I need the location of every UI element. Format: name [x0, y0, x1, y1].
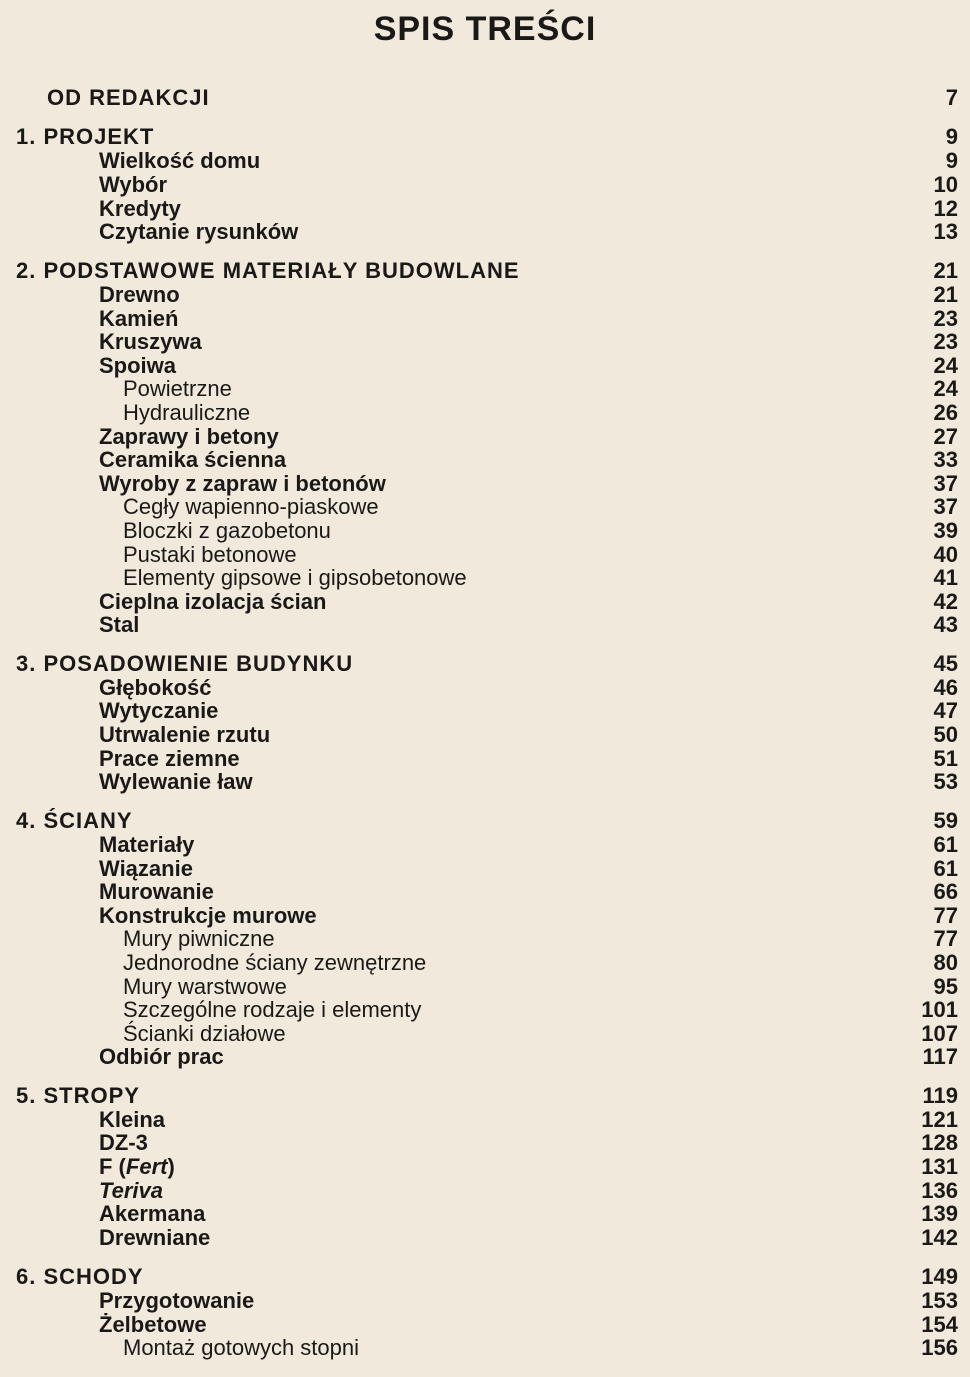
toc-page-number: 24 [933, 376, 958, 401]
toc-page-number: 77 [933, 903, 958, 928]
toc-entry-title: Mury warstwowe [123, 974, 287, 999]
toc-page-number: 21 [933, 258, 958, 283]
toc-entry-title: Kredyty [99, 196, 181, 221]
toc-page-number: 131 [921, 1154, 958, 1179]
toc-entry-row [0, 770, 970, 794]
toc-entry-row [0, 747, 970, 771]
toc-entry-title: Jednorodne ściany zewnętrzne [123, 950, 427, 975]
toc-page-number: 47 [933, 698, 958, 723]
toc-entry-title: Czytanie rysunków [99, 219, 299, 244]
toc-entry-row [0, 197, 970, 221]
toc-page-number: 45 [933, 651, 958, 676]
toc-page-number: 61 [933, 832, 958, 857]
toc-entry-title: Żelbetowe [99, 1312, 207, 1337]
toc-page-number: 117 [922, 1044, 958, 1069]
toc-entry-row [0, 1022, 970, 1046]
toc-entry-row [0, 613, 970, 637]
toc-entry-title: Wylewanie ław [99, 769, 253, 794]
toc-entry-row [0, 543, 970, 567]
toc-chapter-row [0, 259, 970, 283]
toc-entry-title: Przygotowanie [99, 1288, 255, 1313]
toc-entry-row [0, 927, 970, 951]
toc-entry-title: Murowanie [99, 879, 214, 904]
toc-entry-row [0, 951, 970, 975]
toc-page-number: 39 [933, 518, 958, 543]
toc-entry-row [0, 401, 970, 425]
toc-page-number: 107 [921, 1021, 958, 1046]
toc-entry-row [0, 699, 970, 723]
toc-entry-row [0, 519, 970, 543]
toc-page-number: 9 [945, 148, 958, 173]
toc-page-number: 37 [933, 471, 958, 496]
toc-chapter-row [0, 125, 970, 149]
toc-entry-row [0, 1179, 970, 1203]
toc-entry-row [0, 676, 970, 700]
toc-entry-title: Odbiór prac [99, 1044, 224, 1069]
toc-page-number: 23 [933, 306, 958, 331]
toc-entry-title: Teriva [99, 1178, 164, 1203]
toc-page-number: 12 [933, 196, 958, 221]
toc-entry-title: Hydrauliczne [123, 400, 251, 425]
toc-entry-row [0, 1226, 970, 1250]
toc-entry-row [0, 354, 970, 378]
toc-entry-row [0, 330, 970, 354]
toc-entry-row [0, 1313, 970, 1337]
toc-page-number: 156 [921, 1335, 958, 1360]
toc-chapter-row [0, 1084, 970, 1108]
toc-entry-row [0, 566, 970, 590]
toc-page-number: 41 [933, 565, 958, 590]
toc-entry-row [0, 495, 970, 519]
toc-entry-row [0, 833, 970, 857]
toc-page-number: 136 [921, 1178, 958, 1203]
toc-page-number: 40 [933, 542, 958, 567]
toc-page-number: 128 [921, 1130, 958, 1155]
toc-entry-row [0, 723, 970, 747]
toc-page-number: 10 [933, 172, 958, 197]
toc-page-number: 101 [921, 997, 958, 1022]
toc-entry-row [0, 173, 970, 197]
toc-page-number: 95 [933, 974, 958, 999]
toc-entry-title: Drewno [99, 282, 180, 307]
toc-page-number: 42 [933, 589, 958, 614]
toc-entry-title: Elementy gipsowe i gipsobetonowe [123, 565, 467, 590]
toc-entry-row [0, 1336, 970, 1360]
toc-entry-title: Ceramika ścienna [99, 447, 287, 472]
toc-page-number: 43 [933, 612, 958, 637]
toc-entry-title: Cegły wapienno-piaskowe [123, 494, 379, 519]
toc-chapter-row [0, 652, 970, 676]
toc-page-number: 61 [933, 856, 958, 881]
toc-entry-title: Kleina [99, 1107, 166, 1132]
toc-page-number: 154 [921, 1312, 958, 1337]
toc-entry-title: OD REDAKCJI [47, 85, 210, 110]
toc-entry-title: Kruszywa [99, 329, 202, 354]
toc-entry-row [0, 448, 970, 472]
toc-entry-title: Mury piwniczne [123, 926, 275, 951]
toc-page-number: 80 [933, 950, 958, 975]
toc-page-number: 27 [933, 424, 958, 449]
toc-page-number: 26 [933, 400, 958, 425]
toc-page-number: 7 [945, 85, 958, 110]
toc-page-number: 119 [922, 1083, 958, 1108]
toc-entry-row [0, 307, 970, 331]
toc-entry-title: Stal [99, 612, 140, 637]
toc-page-number: 50 [933, 722, 958, 747]
toc-page-number: 66 [933, 879, 958, 904]
toc-entry-title: Cieplna izolacja ścian [99, 589, 327, 614]
toc-entry-row [0, 1045, 970, 1069]
toc-entry-row [0, 1202, 970, 1226]
toc-entry-row [0, 590, 970, 614]
toc-entry-title: Konstrukcje murowe [99, 903, 317, 928]
toc-page-number: 77 [933, 926, 958, 951]
toc-entry-title: Zaprawy i betony [99, 424, 279, 449]
toc-page-number: 51 [933, 746, 958, 771]
toc-entry-title: Utrwalenie rzutu [99, 722, 271, 747]
toc-entry-title: Kamień [99, 306, 179, 331]
toc-entry-title: Wybór [99, 172, 168, 197]
toc-entry-title: Montaż gotowych stopni [123, 1335, 360, 1360]
toc-entry-row [0, 1289, 970, 1313]
toc-entry-title: Wytyczanie [99, 698, 219, 723]
toc-page-number: 53 [933, 769, 958, 794]
toc-entry-row [0, 904, 970, 928]
toc-page-number: 21 [933, 282, 958, 307]
toc-entry-row [0, 1131, 970, 1155]
toc-entry-row [0, 857, 970, 881]
toc-page-number: 121 [921, 1107, 958, 1132]
page-title: SPIS TREŚCI [373, 10, 597, 48]
toc-entry-title: 1. PROJEKT [16, 124, 155, 149]
toc-entry-title: Wyroby z zapraw i betonów [99, 471, 386, 496]
toc-page-number: 9 [945, 124, 958, 149]
toc-chapter-row [0, 809, 970, 833]
toc-entry-row [0, 880, 970, 904]
toc-entry-row [0, 377, 970, 401]
toc-page-number: 149 [921, 1264, 958, 1289]
toc-entry-title: Materiały [99, 832, 195, 857]
toc-entry-title: Spoiwa [99, 353, 177, 378]
toc-entry-row [0, 283, 970, 307]
toc-entry-title: 5. STROPY [16, 1083, 140, 1108]
toc-entry-row [0, 998, 970, 1022]
toc-entry-title: Wiązanie [99, 856, 193, 881]
toc-entry-title: Drewniane [99, 1225, 211, 1250]
toc-chapter-row [0, 86, 970, 110]
toc-page-number: 153 [921, 1288, 958, 1313]
toc-entry-row [0, 149, 970, 173]
toc-page-number: 59 [933, 808, 958, 833]
toc-entry-title: DZ-3 [99, 1130, 148, 1155]
toc-entry-title: Powietrzne [123, 376, 232, 401]
toc-page-number: 46 [933, 675, 958, 700]
toc-entry-title: Akermana [99, 1201, 206, 1226]
toc-entry-title: Wielkość domu [99, 148, 261, 173]
toc-entry-row [0, 425, 970, 449]
toc-page-number: 24 [933, 353, 958, 378]
toc-page-number: 142 [921, 1225, 958, 1250]
toc-entry-title: Szczególne rodzaje i elementy [123, 997, 422, 1022]
toc-page-number: 23 [933, 329, 958, 354]
toc-entry-title: Pustaki betonowe [123, 542, 297, 567]
toc-entry-title: Bloczki z gazobetonu [123, 518, 331, 543]
toc-page-number: 13 [933, 219, 958, 244]
toc-entry-row [0, 975, 970, 999]
toc-entry-row [0, 1108, 970, 1132]
toc-page-number: 139 [921, 1201, 958, 1226]
toc-entry-title: 3. POSADOWIENIE BUDYNKU [16, 651, 354, 676]
toc-entry-row [0, 1155, 970, 1179]
toc-chapter-row [0, 1265, 970, 1289]
toc-entry-title: Głębokość [99, 675, 212, 700]
toc-entry-title: 4. ŚCIANY [16, 808, 133, 833]
toc-entry-row [0, 220, 970, 244]
toc-entry-title: 6. SCHODY [16, 1264, 144, 1289]
toc-page-number: 37 [933, 494, 958, 519]
toc-entry-title: Prace ziemne [99, 746, 240, 771]
toc-entry-row [0, 472, 970, 496]
toc-entry-title: Ścianki działowe [123, 1021, 286, 1046]
toc-page-number: 33 [933, 447, 958, 472]
toc-entry-title: F (Fert) [99, 1154, 175, 1179]
toc-entry-title: 2. PODSTAWOWE MATERIAŁY BUDOWLANE [16, 258, 520, 283]
